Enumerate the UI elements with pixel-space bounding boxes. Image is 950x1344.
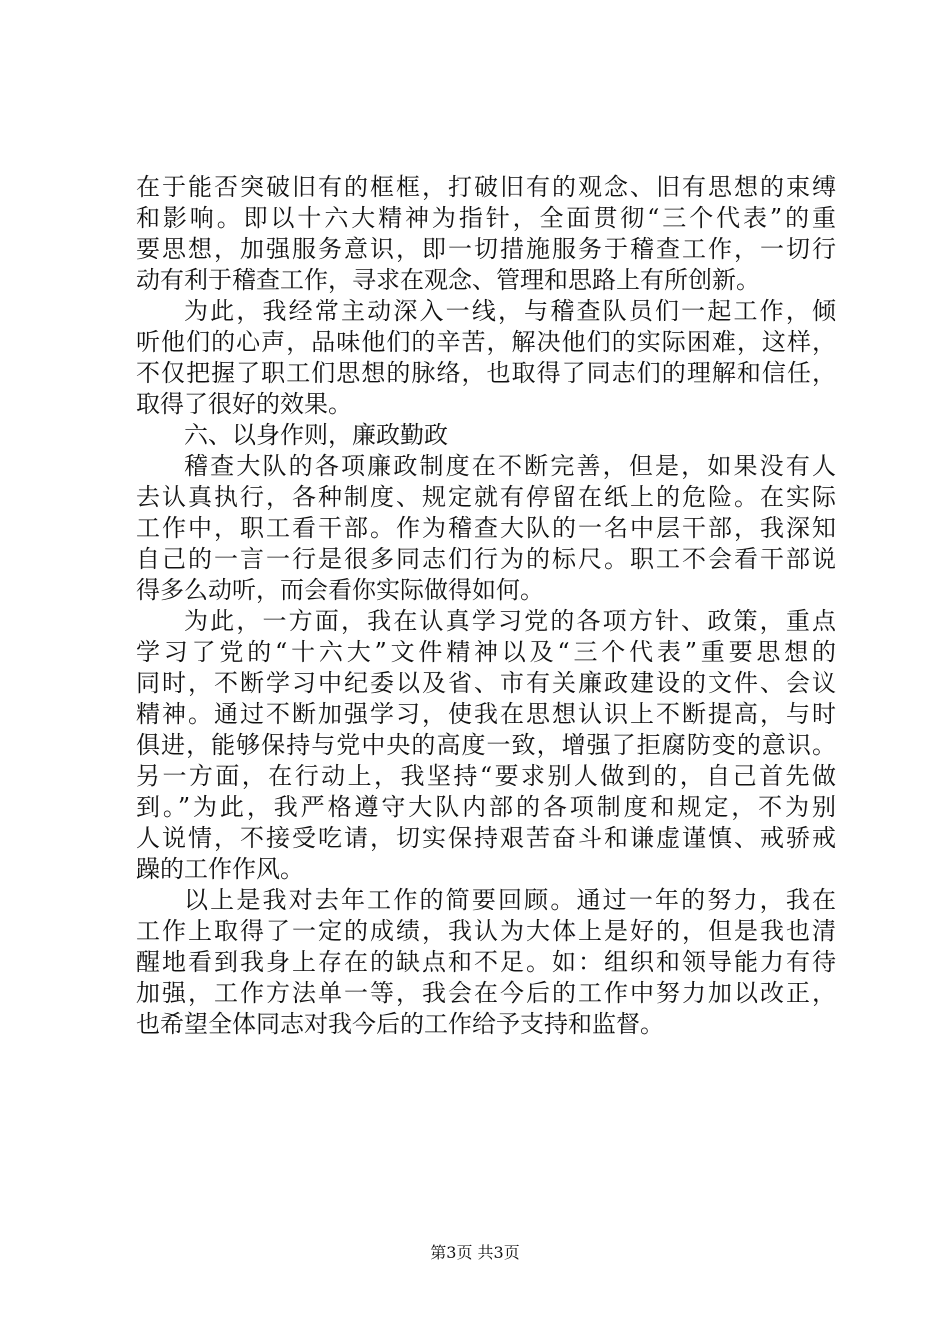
text-line: 人说情，不接受吃请，切实保持艰苦奋斗和谦虚谨慎、戒骄戒: [136, 824, 836, 852]
text-line: 躁的工作作风。: [136, 855, 304, 883]
text-line: 到。”为此，我严格遵守大队内部的各项制度和规定，不为别: [136, 793, 836, 821]
page-number-footer: 第3页 共3页: [430, 1243, 520, 1262]
text-line: 取得了很好的效果。: [136, 390, 352, 418]
text-line: 精神。通过不断加强学习，使我在思想认识上不断提高，与时: [136, 700, 836, 728]
text-line: 得多么动听，而会看你实际做得如何。: [136, 576, 544, 604]
text-line: 听他们的心声，品味他们的辛苦，解决他们的实际困难，这样，: [136, 328, 836, 356]
text-line: 俱进，能够保持与党中央的高度一致，增强了拒腐防变的意识。: [136, 731, 836, 759]
section-heading: 六、以身作则，廉政勤政: [184, 421, 448, 449]
text-line: 以上是我对去年工作的简要回顾。通过一年的努力，我在: [184, 886, 836, 914]
text-line: 为此，我经常主动深入一线，与稽查队员们一起工作，倾: [184, 297, 836, 325]
text-line: 加强，工作方法单一等，我会在今后的工作中努力加以改正，: [136, 979, 836, 1007]
text-line: 同时，不断学习中纪委以及省、市有关廉政建设的文件、会议: [136, 669, 836, 697]
text-line: 动有利于稽查工作，寻求在观念、管理和思路上有所创新。: [136, 266, 760, 294]
text-line: 稽查大队的各项廉政制度在不断完善，但是，如果没有人: [184, 452, 836, 480]
text-line: 不仅把握了职工们思想的脉络，也取得了同志们的理解和信任，: [136, 359, 836, 387]
text-line: 另一方面，在行动上，我坚持“要求别人做到的，自己首先做: [136, 762, 836, 790]
text-line: 要思想，加强服务意识，即一切措施服务于稽查工作，一切行: [136, 235, 836, 263]
text-line: 自己的一言一行是很多同志们行为的标尺。职工不会看干部说: [136, 545, 836, 573]
text-line: 工作中，职工看干部。作为稽查大队的一名中层干部，我深知: [136, 514, 836, 542]
text-line: 醒地看到我身上存在的缺点和不足。如：组织和领导能力有待: [136, 948, 836, 976]
text-line: 工作上取得了一定的成绩，我认为大体上是好的，但是我也清: [136, 917, 836, 945]
document-body: [136, 172, 836, 1040]
text-line: 为此，一方面，我在认真学习党的各项方针、政策，重点: [184, 607, 836, 635]
text-line: 学习了党的“十六大”文件精神以及“三个代表”重要思想的: [136, 638, 836, 666]
text-line: 在于能否突破旧有的框框，打破旧有的观念、旧有思想的束缚: [136, 173, 836, 201]
text-line: 去认真执行，各种制度、规定就有停留在纸上的危险。在实际: [136, 483, 836, 511]
text-line: 和影响。即以十六大精神为指针，全面贯彻“三个代表”的重: [136, 204, 836, 232]
text-line: 也希望全体同志对我今后的工作给予支持和监督。: [136, 1010, 664, 1038]
